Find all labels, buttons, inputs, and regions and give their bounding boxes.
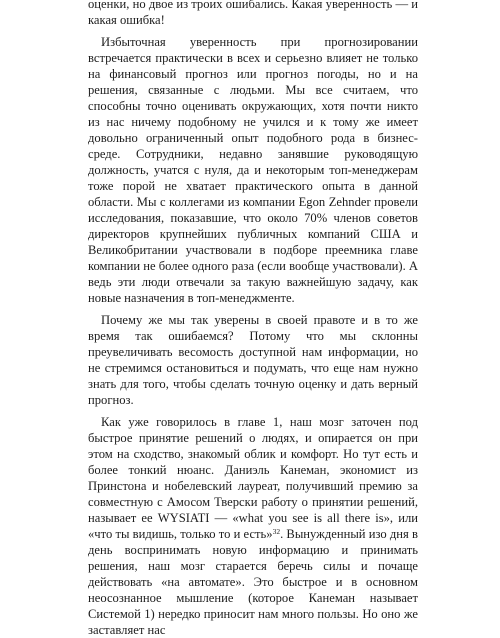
paragraph-wysiati-text-before: Как уже говорилось в главе 1, наш мозг заточен под быстрое принятие решений о людях, и опирается он при этом на сходство, знакомый облик и комфорт. Но тут есть и более тонкий нюанс. Даниэль Канеман, экономист из Принстона и нобелевский лауреат, получивший премию за совместную с Амосом Тверски работу о принятии решений, называет ее WYSIATI — «what you see is all there is», или «что ты видишь, только то и есть» — [88, 415, 418, 541]
paragraph-wysiati — [88, 414, 418, 638]
paragraph-wysiati-text-after: . Вынужденный изо дня в день воспринимать новую информацию и принимать решения, наш мозг старается беречь силы и почаще действовать «на автомате». Это быстрое и в основном неосознанное мышление (которое Канеман называет Системой 1) нередко приносит нам много пользы. Но оно же заставляет нас — [88, 527, 418, 637]
paragraph-overconfidence: Избыточная уверенность при прогнозировании встречается практически в всех и серьезно влияет не только на финансовый прогноз или прогноз погоды, но и на решения, связанные с людьми. Мы все считаем, что способны точно оценивать окружающих, хотя почти никто из нас ничему подобному не учился и к тому же имеет довольно ограниченный опыт подобного рода в бизнес-среде. Сотрудники, недавно занявшие руководящую должность, учатся с нуля, да и некоторым топ-менеджерам тоже порой не хватает практического опыта в данной области. Мы с коллегами из компании Egon Zehnder провели исследования, показавшие, что около 70% членов советов директоров крупнейших публичных компаний США и Великобритании участвовали в подборе преемника главе компании не более одного раза (если вообще участвовали). А ведь эти люди отвечали за такую важнейшую задачу, как новые назначения в топ-менеджменте. — [88, 35, 418, 305]
book-page-text — [88, 0, 418, 638]
paragraph-continued: оценки, но двое из троих ошибались. Какая уверенность — и какая ошибка! — [88, 0, 418, 27]
footnote-marker[interactable]: 32 — [272, 527, 281, 536]
paragraph-why-confident: Почему же мы так уверены в своей правоте и в то же время так ошибаемся? Потому что мы склонны преувеличивать весомость доступной нам информации, но не стремимся остановиться и подумать, что еще нам нужно знать для того, чтобы сделать точную оценку и дать верный прогноз. — [88, 313, 418, 407]
